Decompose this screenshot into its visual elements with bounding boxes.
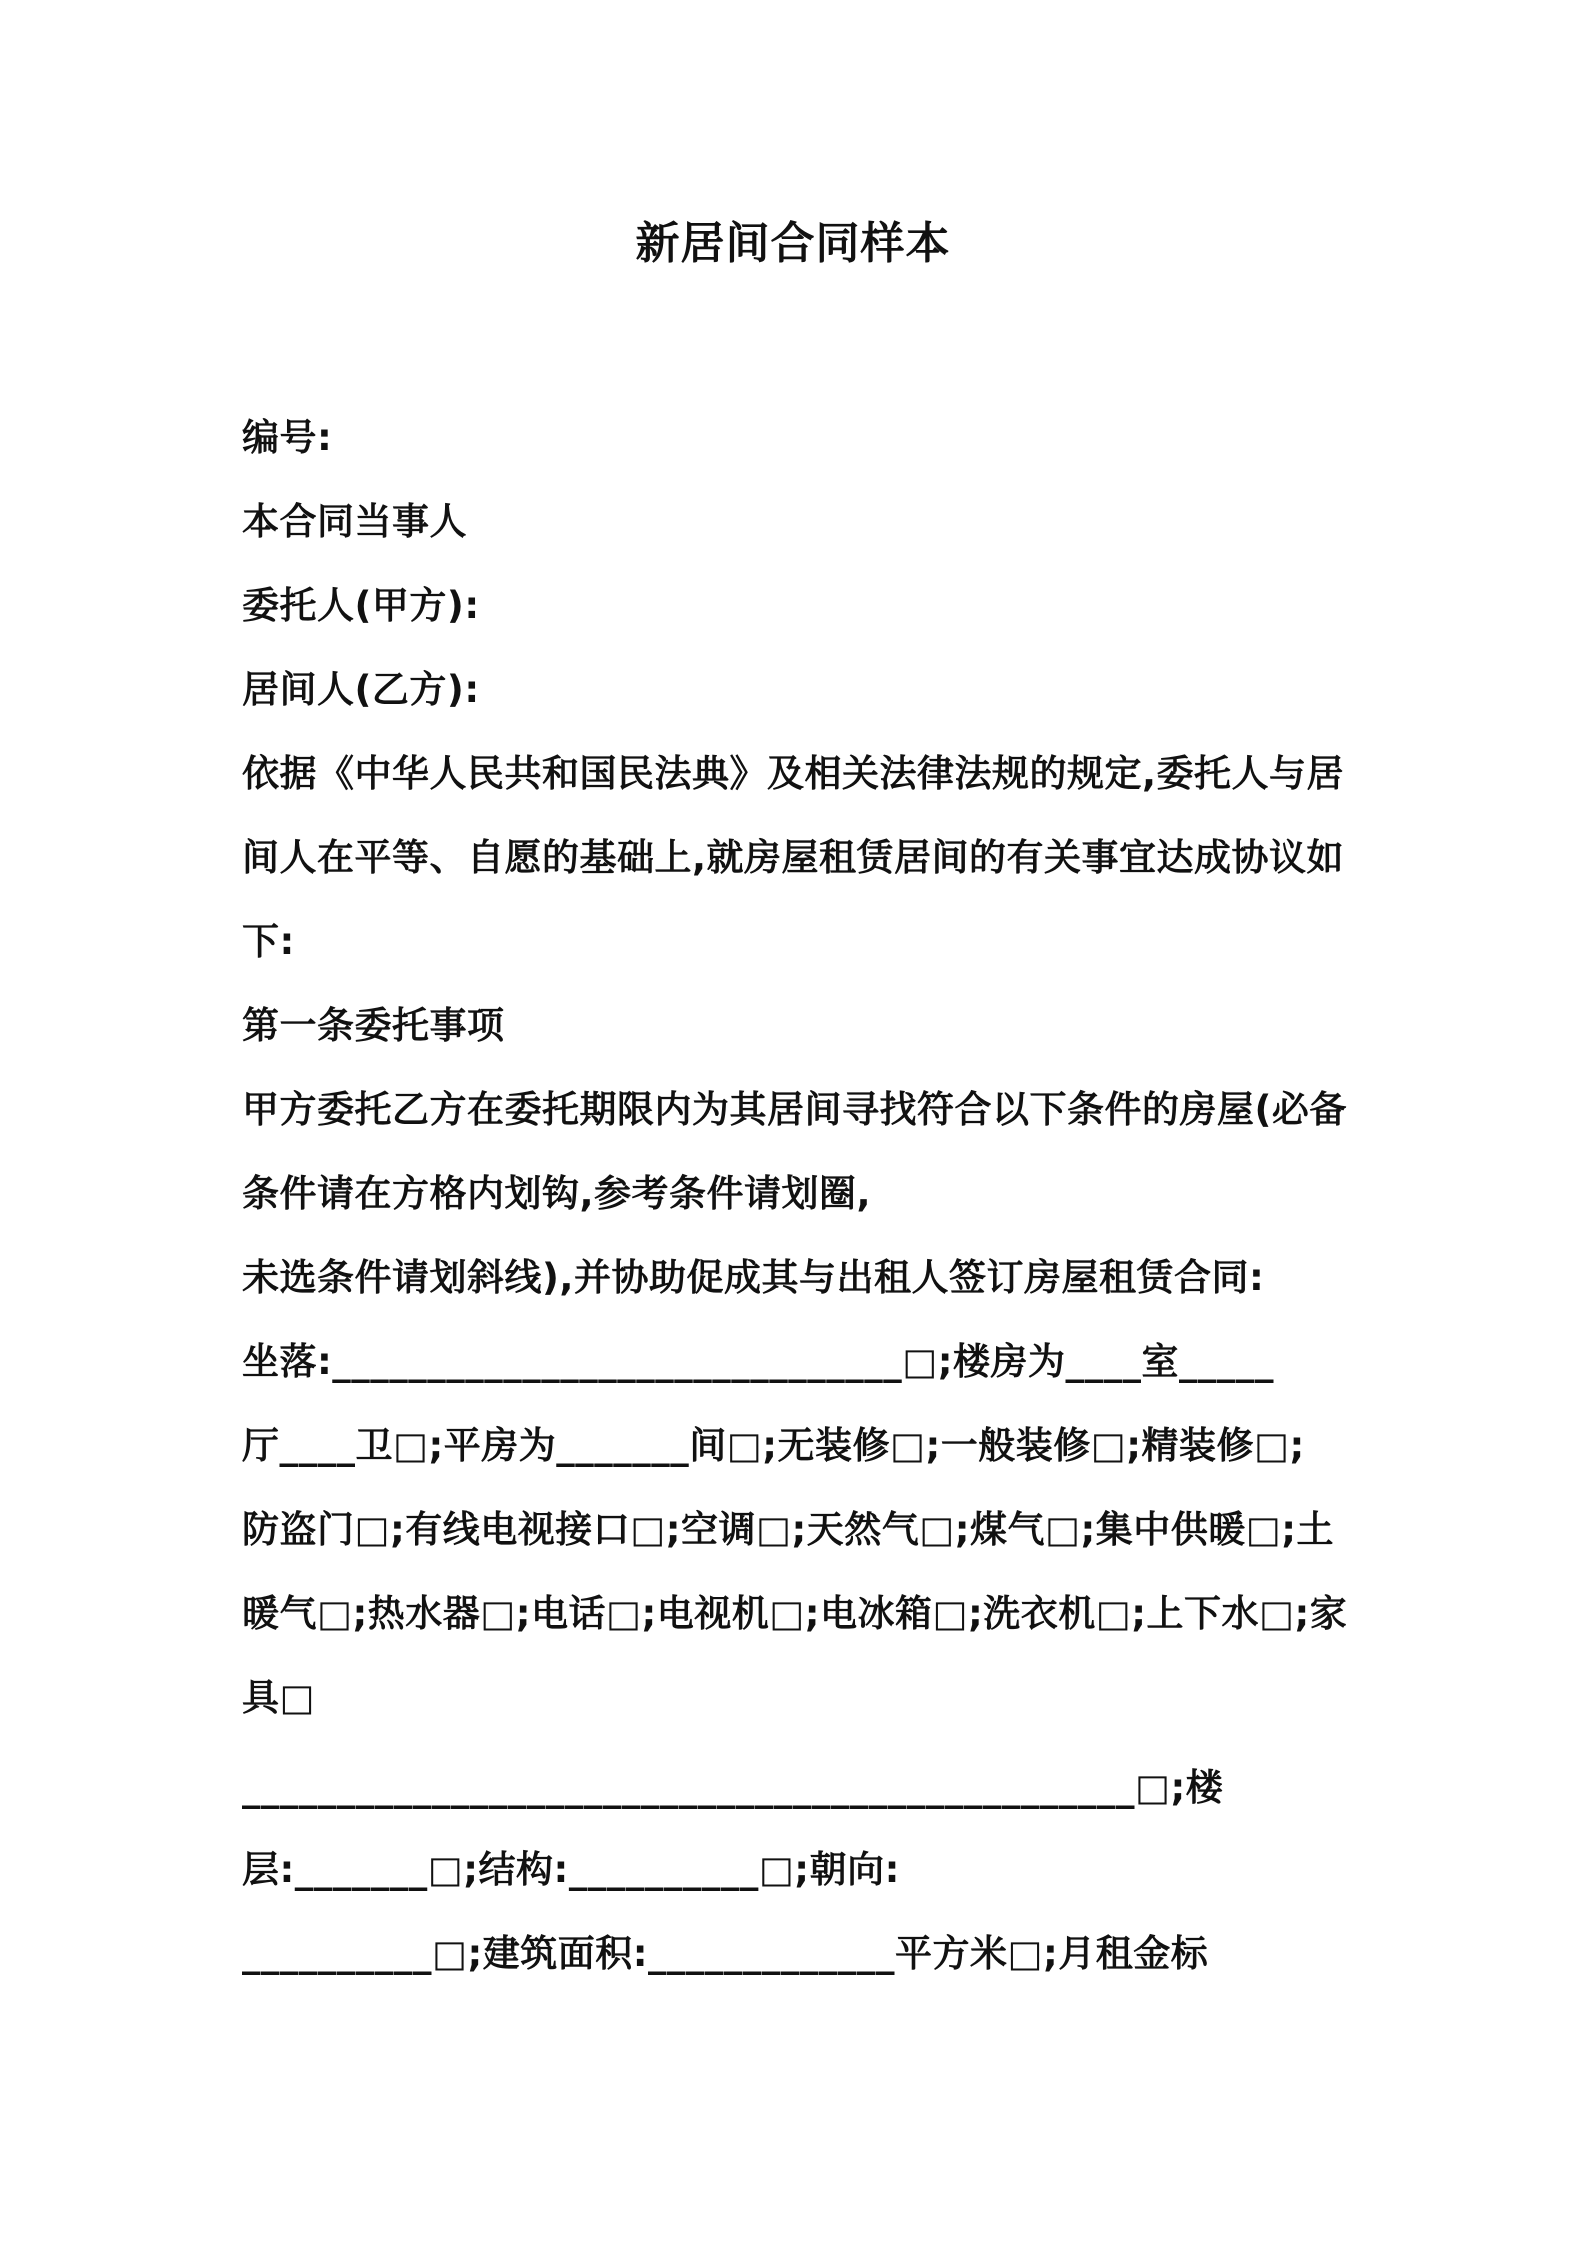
article-1-line-2: 条件请在方格内划钩,参考条件请划圈, [242,1172,872,1215]
form-line-amenities-1: 防盗门□;有线电视接口□;空调□;天然气□;煤气□;集中供暖□;土 [242,1508,1335,1551]
form-line-area: __________□;建筑面积:_____________平方米□;月租金标 [242,1932,1209,1975]
form-line-blank: _______________________________________________□;楼 [242,1766,1224,1809]
article-1-heading: 第一条委托事项 [242,1004,505,1047]
preamble-line-3: 下: [242,920,295,963]
form-line-rooms: 厅____卫□;平房为_______间□;无装修□;一般装修□;精装修□; [242,1424,1305,1467]
form-line-floor: 层:_______□;结构:__________□;朝向: [242,1848,900,1891]
form-line-amenities-2: 暖气□;热水器□;电话□;电视机□;电冰箱□;洗衣机□;上下水□;家 [242,1592,1348,1635]
contract-number-label: 编号: [242,416,333,459]
parties-heading: 本合同当事人 [242,500,467,543]
form-line-location: 坐落:______________________________□;楼房为____室_____ [242,1340,1275,1383]
preamble-line-2: 间人在平等、自愿的基础上,就房屋租赁居间的有关事宜达成协议如 [242,836,1345,879]
preamble-line-1: 依据《中华人民共和国民法典》及相关法律法规的规定,委托人与居 [242,752,1345,795]
article-1-line-3: 未选条件请划斜线),并协助促成其与出租人签订房屋租赁合同: [242,1256,1265,1299]
form-line-furniture: 具□ [242,1676,315,1719]
page-title: 新居间合同样本 [635,218,951,269]
article-1-line-1: 甲方委托乙方在委托期限内为其居间寻找符合以下条件的房屋(必备 [242,1088,1347,1131]
intermediary-label: 居间人(乙方): [242,668,480,711]
principal-label: 委托人(甲方): [242,584,480,627]
